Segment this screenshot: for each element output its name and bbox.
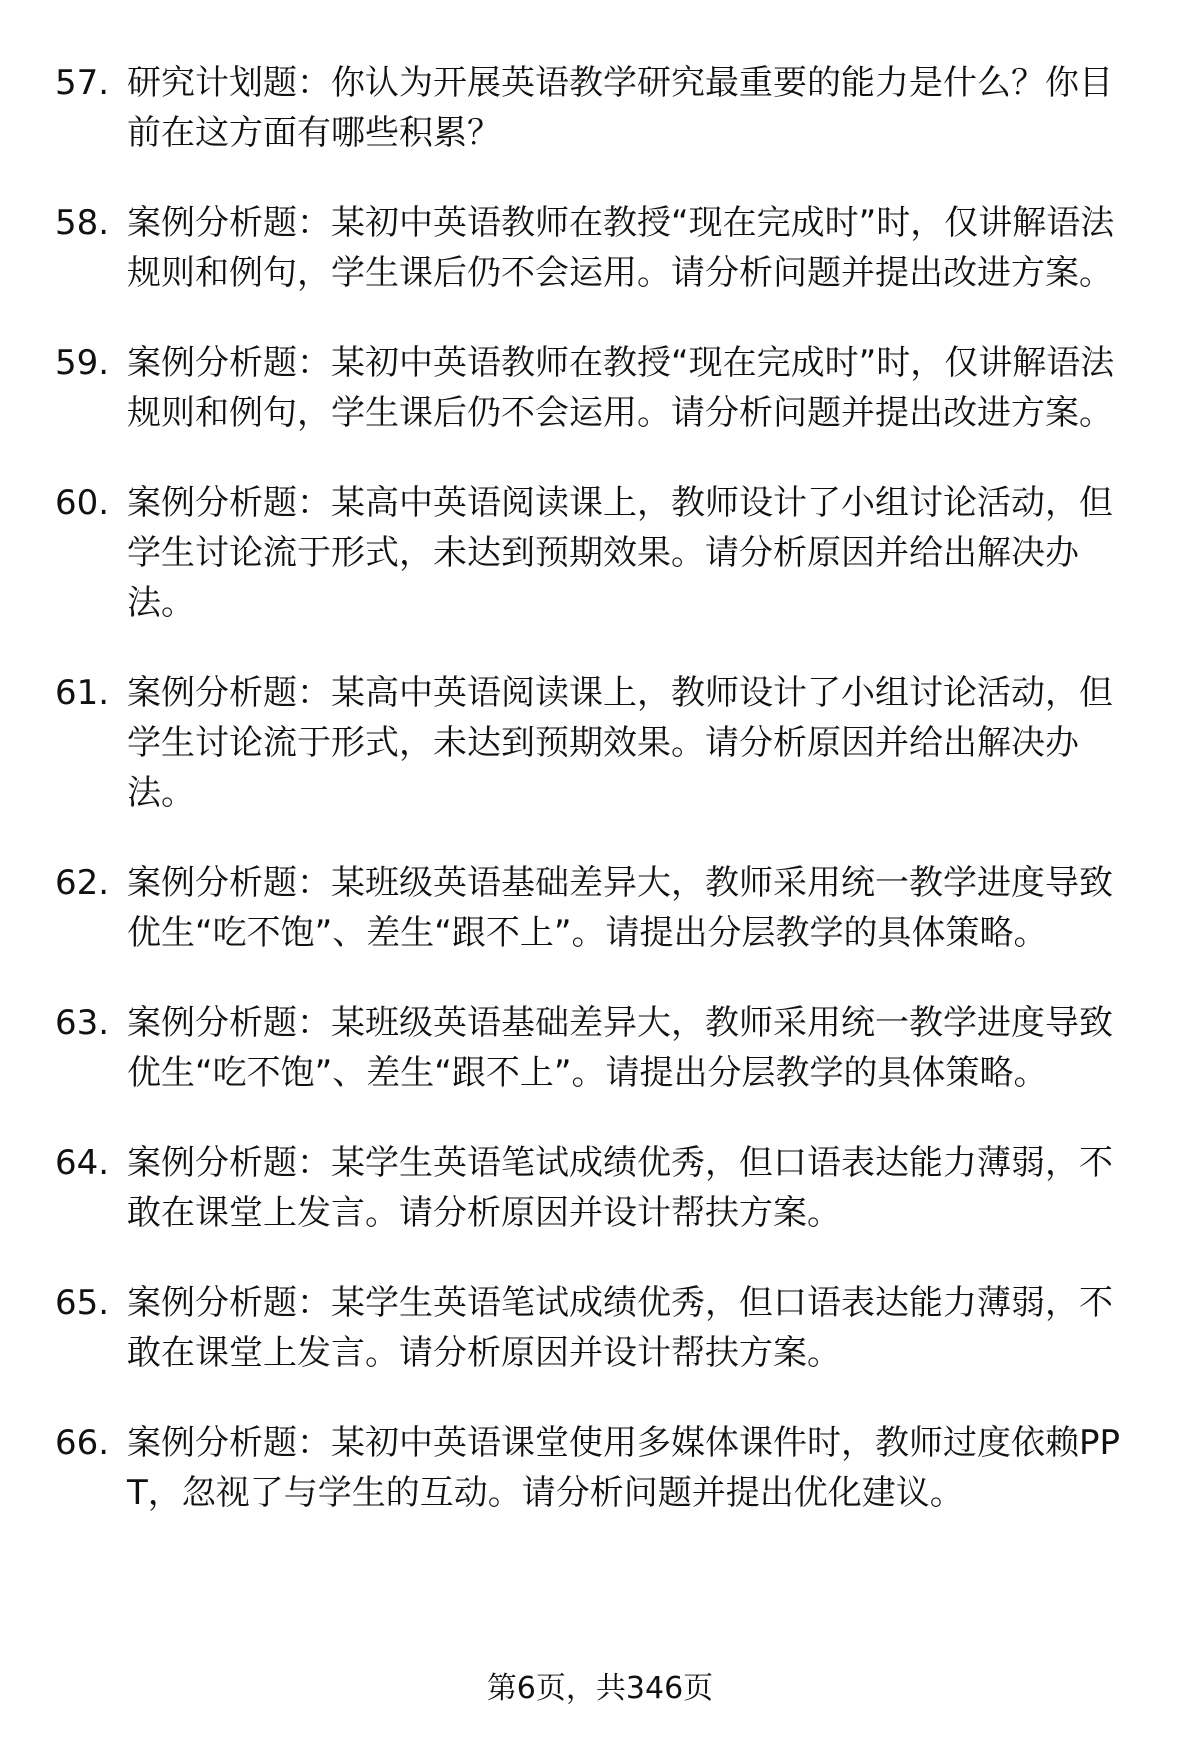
question-number: 59. — [55, 343, 110, 383]
question-item-60 — [55, 478, 1145, 628]
question-item-63 — [55, 998, 1145, 1098]
question-text: 案例分析题：某初中英语教师在教授“现在完成时”时，仅讲解语法规则和例句，学生课后仍不会运用。请分析问题并提出改进方案。 — [127, 203, 1115, 293]
question-list — [55, 58, 1145, 1558]
page-number-footer: 第6页，共346页 — [486, 1671, 714, 1706]
question-text: 案例分析题：某班级英语基础差异大，教师采用统一教学进度导致优生“吃不饱”、差生“跟不上”。请提出分层教学的具体策略。 — [127, 863, 1113, 953]
question-text: 案例分析题：某初中英语教师在教授“现在完成时”时，仅讲解语法规则和例句，学生课后仍不会运用。请分析问题并提出改进方案。 — [127, 343, 1115, 433]
question-number: 65. — [55, 1283, 110, 1323]
question-number: 66. — [55, 1423, 110, 1463]
question-item-62 — [55, 858, 1145, 958]
question-item-65 — [55, 1278, 1145, 1378]
question-item-58 — [55, 198, 1145, 298]
question-text: 研究计划题：你认为开展英语教学研究最重要的能力是什么？你目前在这方面有哪些积累？ — [127, 63, 1113, 153]
question-number: 64. — [55, 1143, 110, 1183]
question-item-64 — [55, 1138, 1145, 1238]
question-text: 案例分析题：某高中英语阅读课上，教师设计了小组讨论活动，但学生讨论流于形式，未达到预期效果。请分析原因并给出解决办法。 — [127, 673, 1113, 813]
question-text: 案例分析题：某初中英语课堂使用多媒体课件时，教师过度依赖PPT，忽视了与学生的互动。请分析问题并提出优化建议。 — [127, 1423, 1121, 1513]
question-text: 案例分析题：某高中英语阅读课上，教师设计了小组讨论活动，但学生讨论流于形式，未达到预期效果。请分析原因并给出解决办法。 — [127, 483, 1113, 623]
question-number: 61. — [55, 673, 110, 713]
question-number: 62. — [55, 863, 110, 903]
question-number: 63. — [55, 1003, 110, 1043]
question-number: 57. — [55, 63, 110, 103]
question-item-61 — [55, 668, 1145, 818]
question-number: 60. — [55, 483, 110, 523]
question-number: 58. — [55, 203, 110, 243]
question-item-57 — [55, 58, 1145, 158]
question-text: 案例分析题：某学生英语笔试成绩优秀，但口语表达能力薄弱，不敢在课堂上发言。请分析原因并设计帮扶方案。 — [127, 1143, 1113, 1233]
question-text: 案例分析题：某学生英语笔试成绩优秀，但口语表达能力薄弱，不敢在课堂上发言。请分析原因并设计帮扶方案。 — [127, 1283, 1113, 1373]
question-text: 案例分析题：某班级英语基础差异大，教师采用统一教学进度导致优生“吃不饱”、差生“跟不上”。请提出分层教学的具体策略。 — [127, 1003, 1113, 1093]
question-item-59 — [55, 338, 1145, 438]
question-item-66 — [55, 1418, 1145, 1518]
